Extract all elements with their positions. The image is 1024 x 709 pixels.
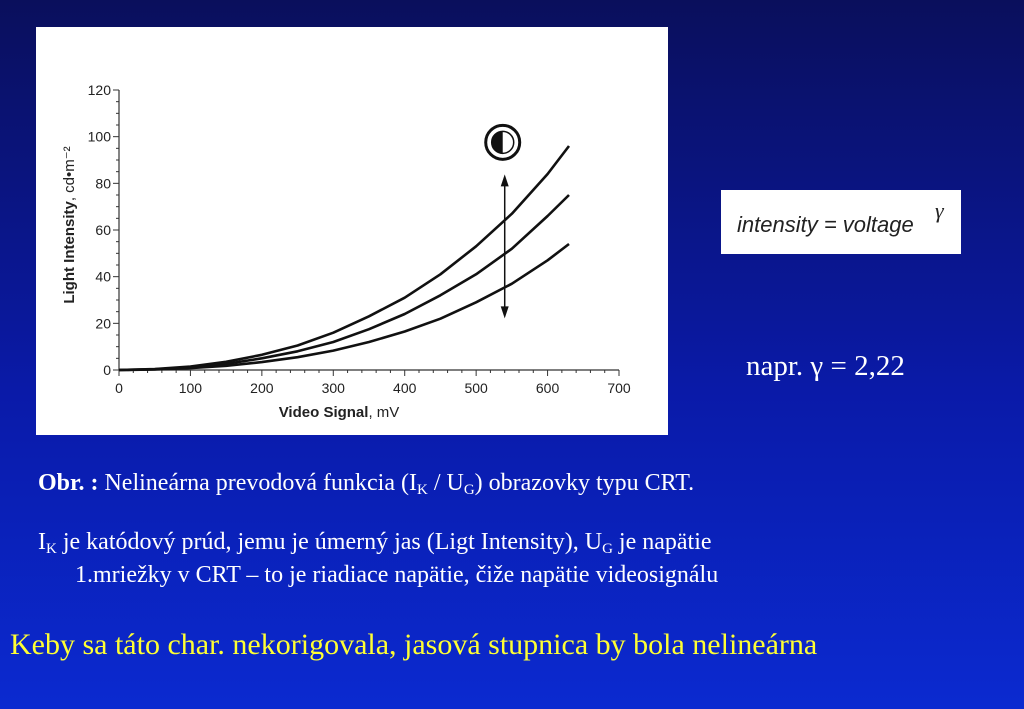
curve-series-2 — [119, 195, 569, 370]
desc-sub-k: K — [46, 541, 57, 557]
x-tick-label: 0 — [115, 380, 123, 396]
desc-part-a: I — [38, 529, 46, 555]
desc-sub-g: G — [602, 541, 613, 557]
formula-box — [721, 190, 961, 254]
x-tick-label: 500 — [464, 380, 488, 396]
y-tick-label: 40 — [95, 268, 111, 285]
caption-sub-k: K — [416, 482, 428, 498]
y-tick-label: 20 — [95, 315, 111, 332]
x-axis-title: Video Signal, mV — [278, 404, 400, 421]
x-tick-label: 400 — [393, 380, 417, 396]
y-axis-title: Light Intensity, cd•m⁻² — [61, 146, 78, 304]
y-tick-label: 80 — [95, 175, 111, 192]
caption-text-b: / U — [427, 470, 464, 496]
curve-series-1 — [119, 146, 569, 370]
y-tick-label: 100 — [87, 128, 111, 145]
desc-line2: 1.mriežky v CRT – to je riadiace napätie, čiže napätie videosignálu — [75, 562, 719, 588]
x-tick-label: 200 — [250, 380, 274, 396]
chart-panel — [36, 27, 668, 435]
caption-sub-g: G — [463, 482, 475, 498]
x-tick-label: 600 — [535, 380, 560, 396]
desc-part-b: je katódový prúd, jemu je úmerný jas (Ligt Intensity), U — [56, 529, 603, 555]
formula-text: intensity = voltage — [737, 212, 914, 237]
gamma-example: napr. γ = 2,22 — [746, 350, 905, 382]
caption-label: Obr. : — [38, 470, 99, 496]
arrow-head-up — [501, 174, 509, 186]
formula-exponent: γ — [935, 198, 944, 223]
x-tick-label: 100 — [178, 380, 203, 396]
figure-caption — [38, 470, 998, 497]
arrow-head-down — [501, 306, 509, 318]
gamma-curve-chart — [36, 27, 668, 435]
x-tick-label: 300 — [321, 380, 345, 396]
x-tick-label: 700 — [607, 380, 631, 396]
description — [38, 526, 998, 592]
y-tick-label: 0 — [103, 362, 111, 378]
y-tick-label: 60 — [95, 222, 111, 238]
y-tick-label: 120 — [87, 82, 111, 98]
caption-text-a: Nelineárna prevodová funkcia (I — [98, 470, 417, 496]
conclusion-text: Keby sa táto char. nekorigovala, jasová stupnica by bola nelineárna — [10, 628, 818, 661]
desc-part-c: je napätie — [612, 529, 712, 555]
caption-text-c: ) obrazovky typu CRT. — [474, 470, 695, 496]
